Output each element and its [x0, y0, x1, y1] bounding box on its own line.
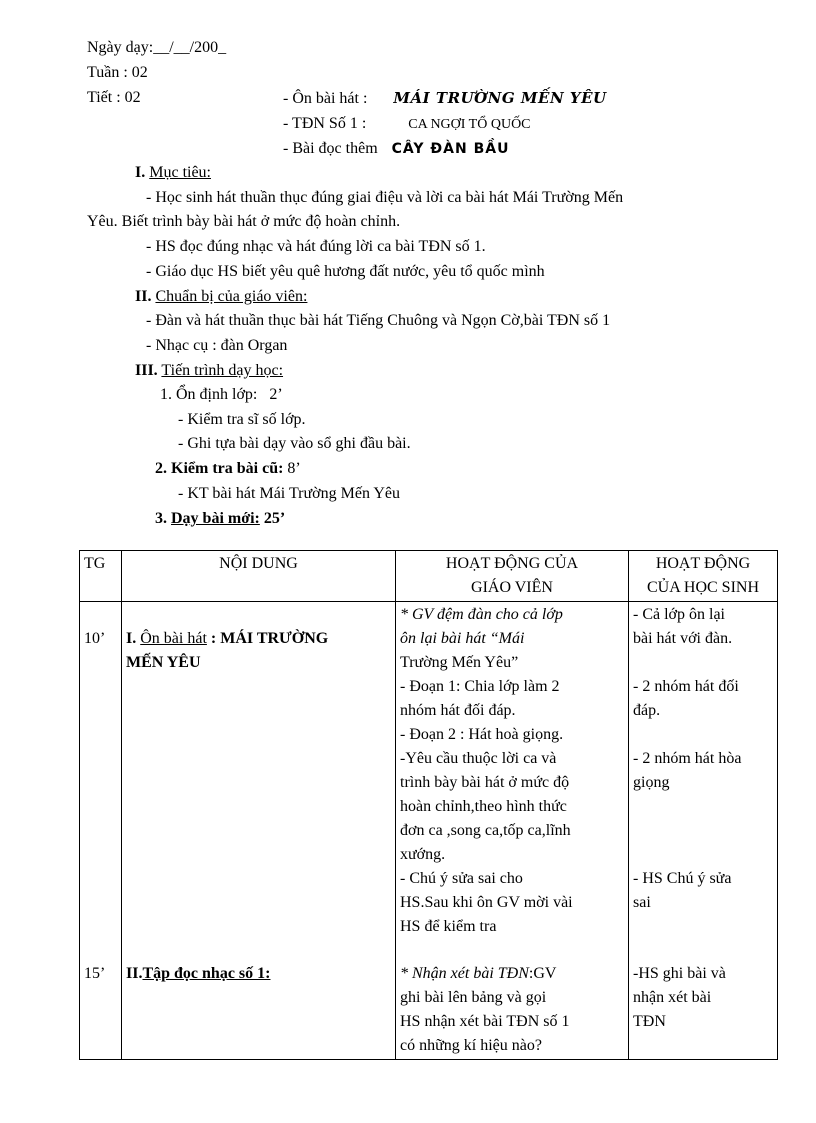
row2-content [122, 940, 396, 1060]
row1-student-b2: đáp. [633, 702, 661, 719]
prep-heading-num: II. [135, 288, 152, 305]
period-label: Tiết : 02 [87, 89, 141, 106]
prep-line-1: - Đàn và hát thuần thục bài hát Tiếng Chuông và Ngọn Cờ,bài TĐN số 1 [146, 312, 611, 329]
review-song-title: MÁI TRƯỜNG MẾN YÊU [393, 89, 607, 107]
row1-student-c1: - 2 nhóm hát hòa [633, 750, 742, 767]
step3-label: 3. [155, 510, 167, 527]
row1-teacher-line-1: * GV đệm đàn cho cả lớp [400, 606, 563, 623]
row1-content [122, 602, 396, 941]
process-heading [135, 361, 283, 381]
row1-student-a1: - Cả lớp ôn lại [633, 606, 725, 623]
objectives-heading [135, 163, 211, 183]
table-row [80, 602, 778, 941]
row2-teacher [396, 940, 629, 1060]
prep-heading [135, 287, 307, 307]
week-label: Tuần : 02 [87, 64, 148, 81]
row1-teacher-line-9: hoàn chỉnh,theo hình thức [400, 798, 567, 815]
step2-label: 2. Kiểm tra bài cũ: [155, 460, 284, 477]
objectives-line-1: - Học sinh hát thuần thục đúng giai điệu và lời ca bài hát Mái Trường Mến [146, 189, 624, 206]
header-student-line-2: CỦA HỌC SINH [646, 579, 759, 596]
header-teacher [396, 551, 629, 602]
row1-content-bold-1: : MÁI TRƯỜNG [210, 630, 329, 647]
row1-teacher-line-10: đơn ca ,song ca,tốp ca,lĩnh [400, 822, 571, 839]
extra-line [283, 139, 509, 159]
prep-line-2: - Nhạc cụ : đàn Organ [146, 337, 288, 354]
step1-item-a: - Kiểm tra sĩ số lớp. [178, 411, 306, 428]
review-line [283, 88, 607, 109]
objectives-line-2: Yêu. Biết trình bày bài hát ở mức độ hoàn chỉnh. [87, 213, 401, 230]
row2-teacher-italic: * Nhận xét bài TĐN [400, 965, 529, 982]
row1-teacher-line-4: - Đoạn 1: Chia lớp làm 2 [400, 678, 560, 695]
process-heading-text: Tiến trình dạy học: [161, 362, 284, 379]
header-tg: TG [80, 551, 122, 602]
prep-heading-text: Chuẩn bị của giáo viên: [155, 288, 308, 305]
extra-title: CÂY ĐÀN BẦU [391, 141, 510, 157]
header-student [629, 551, 778, 602]
row1-content-underlined: Ôn bài hát [140, 630, 207, 647]
row1-teacher [396, 602, 629, 941]
row1-teacher-line-6: - Đoạn 2 : Hát hoà giọng. [400, 726, 564, 743]
step1-time: 2’ [269, 386, 283, 403]
step1 [160, 385, 283, 405]
row1-student-a2: bài hát với đàn. [633, 630, 733, 647]
objectives-line-3: - HS đọc đúng nhạc và hát đúng lời ca bài TĐN số 1. [146, 238, 486, 255]
lesson-table [79, 550, 778, 1060]
step2 [155, 459, 301, 479]
step2-item-a: - KT bài hát Mái Trường Mến Yêu [178, 485, 401, 502]
step1-label: 1. Ổn định lớp: [160, 386, 258, 403]
row2-student-line-2: nhận xét bài [633, 989, 712, 1006]
row2-student [629, 940, 778, 1060]
row1-teacher-line-2: ôn lại bài hát “Mái [400, 630, 525, 647]
row1-student [629, 602, 778, 941]
row1-teacher-line-12: - Chú ý sửa sai cho [400, 870, 523, 887]
row1-teacher-line-8: trình bày bài hát ở mức độ [400, 774, 570, 791]
row1-student-b1: - 2 nhóm hát đối [633, 678, 739, 695]
review-prefix: - Ôn bài hát : [283, 90, 368, 107]
objectives-line-4: - Giáo dục HS biết yêu quê hương đất nước, yêu tổ quốc mình [146, 263, 545, 280]
objectives-heading-num: I. [135, 164, 146, 181]
row2-teacher-rest: :GV [528, 965, 557, 982]
header-content: NỘI DUNG [122, 551, 396, 602]
row2-teacher-line-4: có những kí hiệu nào? [400, 1037, 542, 1054]
reading-prefix: - TĐN Số 1 : [283, 115, 367, 132]
row1-student-c2: giọng [633, 774, 670, 791]
extra-prefix: - Bài đọc thêm [283, 140, 378, 157]
table-header-row [80, 551, 778, 602]
process-heading-num: III. [135, 362, 158, 379]
header-teacher-line-1: HOẠT ĐỘNG CỦA [445, 555, 579, 572]
row1-content-prefix: I. [126, 630, 137, 647]
table-row [80, 940, 778, 1060]
header-teacher-line-2: GIÁO VIÊN [471, 579, 553, 596]
row1-content-bold-2: MẾN YÊU [126, 654, 201, 671]
header-student-line-1: HOẠT ĐỘNG [655, 555, 751, 572]
row1-teacher-line-14: HS để kiểm tra [400, 918, 497, 935]
row2-tg: 15’ [80, 940, 122, 1060]
reading-line [283, 114, 531, 135]
reading-song-title: CA NGỢI TỔ QUỐC [408, 117, 531, 132]
row2-student-line-1: -HS ghi bài và [633, 965, 726, 982]
row2-teacher-line-2: ghi bài lên bảng và gọi [400, 989, 547, 1006]
row1-student-d2: sai [633, 894, 651, 911]
date-label: Ngày dạy:__/__/200_ [87, 39, 227, 56]
row2-student-line-3: TĐN [633, 1013, 666, 1030]
row1-teacher-line-5: nhóm hát đối đáp. [400, 702, 516, 719]
step1-item-b: - Ghi tựa bài dạy vào sổ ghi đầu bài. [178, 435, 411, 452]
row1-teacher-line-11: xướng. [400, 846, 446, 863]
row1-student-d1: - HS Chú ý sửa [633, 870, 732, 887]
step3-heading: Dạy bài mới: [171, 510, 260, 527]
step3-time: 25’ [263, 510, 286, 527]
row2-teacher-line-3: HS nhận xét bài TĐN số 1 [400, 1013, 570, 1030]
step3 [155, 509, 285, 529]
objectives-heading-text: Mục tiêu: [149, 164, 211, 181]
row1-teacher-line-7: -Yêu cầu thuộc lời ca và [400, 750, 557, 767]
row1-teacher-line-3: Trường Mến Yêu” [400, 654, 519, 671]
row2-content-prefix: II. [126, 965, 143, 982]
step2-time: 8’ [287, 460, 301, 477]
row1-tg: 10’ [80, 602, 122, 941]
row1-teacher-line-13: HS.Sau khi ôn GV mời vài [400, 894, 573, 911]
row2-content-underlined: Tập đọc nhạc số 1: [142, 965, 271, 982]
